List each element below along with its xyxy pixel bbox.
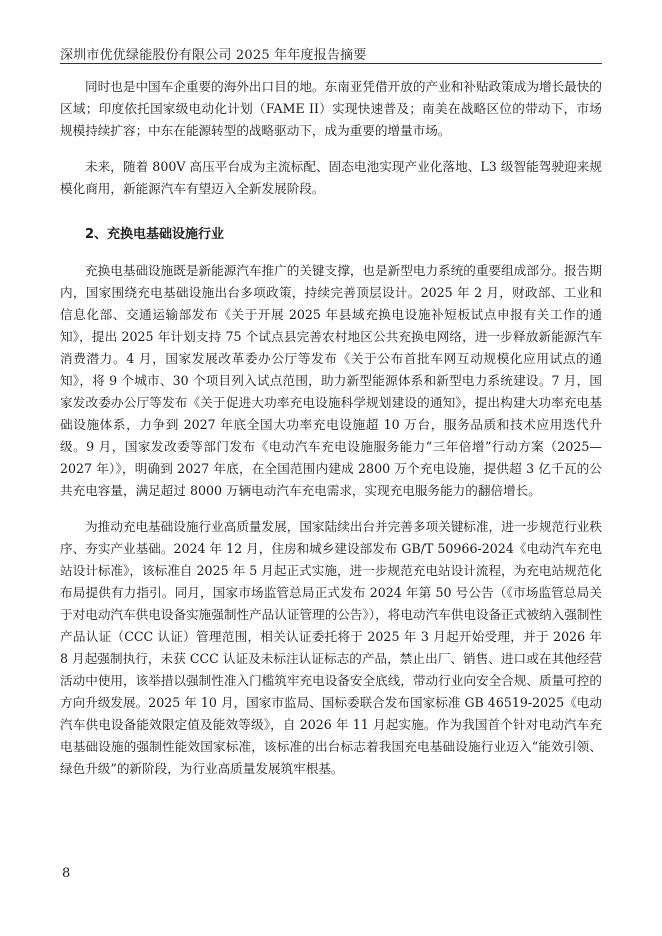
section-heading-charging-infrastructure: 2、充换电基础设施行业	[85, 227, 225, 242]
report-header-title: 深圳市优优绿能股份有限公司 2025 年年度报告摘要	[60, 48, 367, 63]
paragraph-standards: 为推动充电基础设施行业高质量发展，国家陆续出台并完善多项关键标准，进一步规范行业秩序、夯实产业基础。2024 年 12 月，住房和城乡建设部发布 GB/T 50966-2024《电动汽车充电站设计标准》，该标准自 2025 年 5 月起正式实施，进一步规范充电站设计流程，为充电站规范化布局提供有力指引。同月，国家市场监管总局正式发布 2024 年第 50 号公告（《市场监管总局关于对电动汽车供电设备实施强制性产品认证管理的公告》），将电动汽车供电设备正式被纳入强制性产品认证（CCC 认证）管理范围，相关认证委托将于 2025 年 3 月起开始受理，并于 2026 年 8 月起强制执行，未获 CCC 认证及未标注认证标志的产品，禁止出厂、销售、进口或在其他经营活动中使用，该举措以强制性准入门槛筑牢充电设备安全底线，带动行业向安全合规、质量可控的方向升级发展。2025 年 10 月，国家市监局、国标委联合发布国家标准 GB 46519-2025《电动汽车供电设备能效限定值及能效等级》，自 2026 年 11 月起实施。作为我国首个针对电动汽车充电基础设施的强制性能效国家标准，该标准的出台标志着我国充电基础设施行业迈入“能效引领、绿色升级”的新阶段，为行业高质量发展筑牢根基。	[60, 519, 602, 776]
paragraph-future-outlook: 未来，随着 800V 高压平台成为主流标配、固态电池实现产业化落地、L3 级智能驾驶迎来规模化商用，新能源汽车有望迈入全新发展阶段。	[60, 159, 602, 196]
paragraph-policy-overview: 充换电基础设施既是新能源汽车推广的关键支撑，也是新型电力系统的重要组成部分。报告期内，国家围绕充电基础设施出台多项政策，持续完善顶层设计。2025 年 2 月，财政部、工业和信息化部、交通运输部发布《关于开展 2025 年县域充换电设施补短板试点申报有关工作的通知》，提出 2025 年计划支持 75 个试点县完善农村地区公共充换电网络，进一步释放新能源汽车消费潜力。4 月，国家发展改革委办公厅等发布《关于公布首批车网互动规模化应用试点的通知》，将 9 个城市、30 个项目列入试点范围，助力新型能源体系和新型电力系统建设。7 月，国家发改委办公厅等发布《关于促进大功率充电设施科学规划建设的通知》，提出构建大功率充电基础设施体系，力争到 2027 年底全国大功率充电设施超 10 万台，服务品质和技术应用迭代升级。9 月，国家发改委等部门发布《电动汽车充电设施服务能力“三年倍增”行动方案（2025—2027 年）》，明确到 2027 年底，在全国范围内建成 2800 万个充电设施，提供超 3 亿千瓦的公共充电容量，满足超过 8000 万辆电动汽车充电需求，实现充电服务能力的翻倍增长。	[60, 263, 602, 498]
paragraph-overseas-markets: 同时也是中国车企重要的海外出口目的地。东南亚凭借开放的产业和补贴政策成为增长最快的区域；印度依托国家级电动化计划（FAME II）实现快速普及；南美在战略区位的带动下，市场规模持续扩容；中东在能源转型的战略驱动下，成为重要的增量市场。	[60, 79, 602, 138]
page-number: 8	[62, 866, 71, 881]
header-divider	[60, 63, 602, 64]
document-body	[60, 76, 602, 794]
